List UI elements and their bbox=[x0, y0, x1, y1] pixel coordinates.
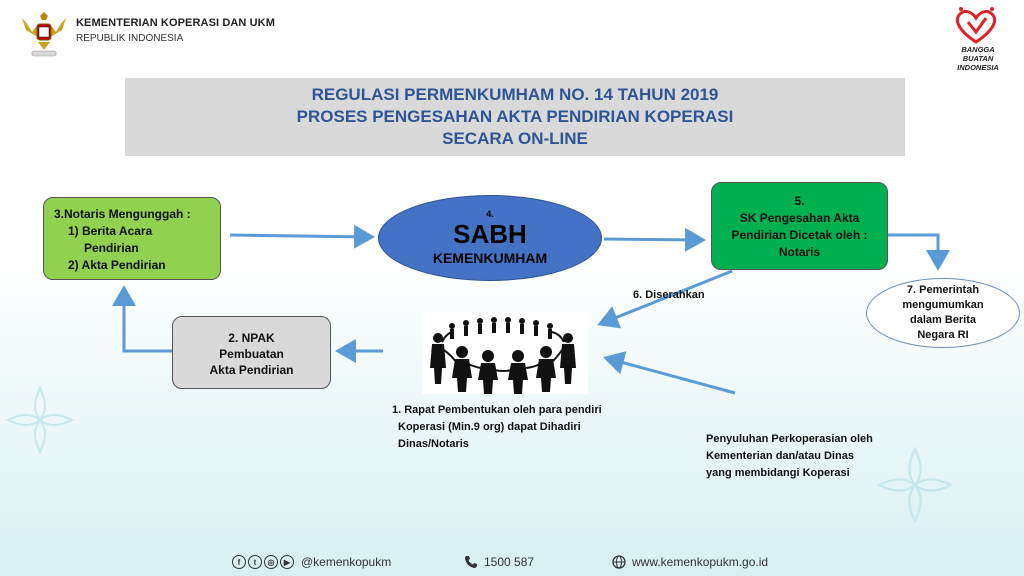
footer-phone bbox=[464, 555, 534, 569]
phone-icon bbox=[464, 555, 478, 569]
step5-number: 5. bbox=[794, 194, 805, 208]
title-line-1: REGULASI PERMENKUMHAM NO. 14 TAHUN 2019 bbox=[311, 85, 719, 104]
title-line-3: SECARA ON-LINE bbox=[442, 129, 588, 148]
people-circle-illustration bbox=[422, 312, 588, 394]
step2-line1: 2. NPAK bbox=[228, 331, 275, 345]
penyuluhan-line3: yang membidangi Koperasi bbox=[706, 467, 850, 479]
arrow-step2-to-step3 bbox=[124, 288, 172, 351]
facebook-icon[interactable]: f bbox=[232, 555, 246, 569]
globe-icon bbox=[612, 555, 626, 569]
step2-line3: Akta Pendirian bbox=[209, 363, 294, 377]
step7-line1: 7. Pemerintah bbox=[906, 284, 980, 296]
brand-logo-text: BANGGA BUATAN INDONESIA bbox=[957, 45, 999, 72]
org-subtitle: REPUBLIK INDONESIA bbox=[76, 33, 184, 44]
step4-sub: KEMENKUMHAM bbox=[432, 250, 548, 266]
penyuluhan-line1: Penyuluhan Perkoperasian oleh bbox=[706, 433, 873, 445]
social-handle[interactable]: @kemenkopukm bbox=[301, 555, 392, 569]
decorative-flower-icon-2 bbox=[870, 440, 960, 530]
org-name: KEMENTERIAN KOPERASI DAN UKM bbox=[76, 17, 275, 29]
step4-main: SABH bbox=[453, 219, 527, 249]
step7-line4: Negara RI bbox=[917, 329, 969, 341]
step7-line3: dalam Berita bbox=[909, 314, 977, 326]
instagram-icon[interactable]: ◎ bbox=[264, 555, 278, 569]
step1-line1: 1. Rapat Pembentukan oleh para pendiri bbox=[392, 404, 602, 416]
arrow-step5-to-step7 bbox=[888, 235, 938, 268]
step1-line3: Dinas/Notaris bbox=[398, 438, 469, 450]
youtube-icon[interactable]: ▶ bbox=[280, 555, 294, 569]
step2-line2: Pembuatan bbox=[219, 347, 284, 361]
step1-line2: Koperasi (Min.9 org) dapat Dihadiri bbox=[398, 421, 581, 433]
twitter-icon[interactable]: t bbox=[248, 555, 262, 569]
step3-item2: 2) Akta Pendirian bbox=[68, 258, 166, 272]
footer-social bbox=[232, 555, 391, 569]
phone-number[interactable]: 1500 587 bbox=[484, 555, 535, 569]
step1-text bbox=[392, 402, 602, 453]
website-link[interactable]: www.kemenkopukm.go.id bbox=[632, 555, 769, 569]
decorative-flower-icon bbox=[0, 380, 80, 460]
step3-notaris-box bbox=[43, 197, 221, 280]
penyuluhan-line2: Kementerian dan/atau Dinas bbox=[706, 450, 854, 462]
footer-website bbox=[612, 555, 768, 569]
step4-sabh-ellipse bbox=[378, 195, 602, 281]
step6-label: 6. Diserahkan bbox=[633, 289, 705, 301]
step3-item1a: 1) Berita Acara bbox=[68, 224, 153, 238]
step7-oval bbox=[866, 278, 1020, 348]
title-line-2: PROSES PENGESAHAN AKTA PENDIRIAN KOPERASI bbox=[296, 107, 734, 126]
step5-line3: Notaris bbox=[778, 245, 821, 259]
penyuluhan-text bbox=[706, 431, 873, 482]
step2-npak-box bbox=[172, 316, 331, 389]
arrow-step3-to-sabh bbox=[230, 235, 372, 237]
step7-line2: mengumumkan bbox=[902, 299, 984, 311]
step3-title: 3.Notaris Mengunggah : bbox=[54, 207, 191, 221]
step3-item1b: Pendirian bbox=[84, 241, 139, 255]
step5-line1: SK Pengesahan Akta bbox=[739, 211, 860, 225]
step5-sk-box bbox=[711, 182, 888, 270]
step5-line2: Pendirian Dicetak oleh : bbox=[731, 228, 868, 242]
step4-number: 4. bbox=[486, 209, 494, 219]
arrow-sabh-to-step5 bbox=[604, 239, 703, 240]
arrow-penyuluhan-to-meeting bbox=[606, 358, 735, 393]
